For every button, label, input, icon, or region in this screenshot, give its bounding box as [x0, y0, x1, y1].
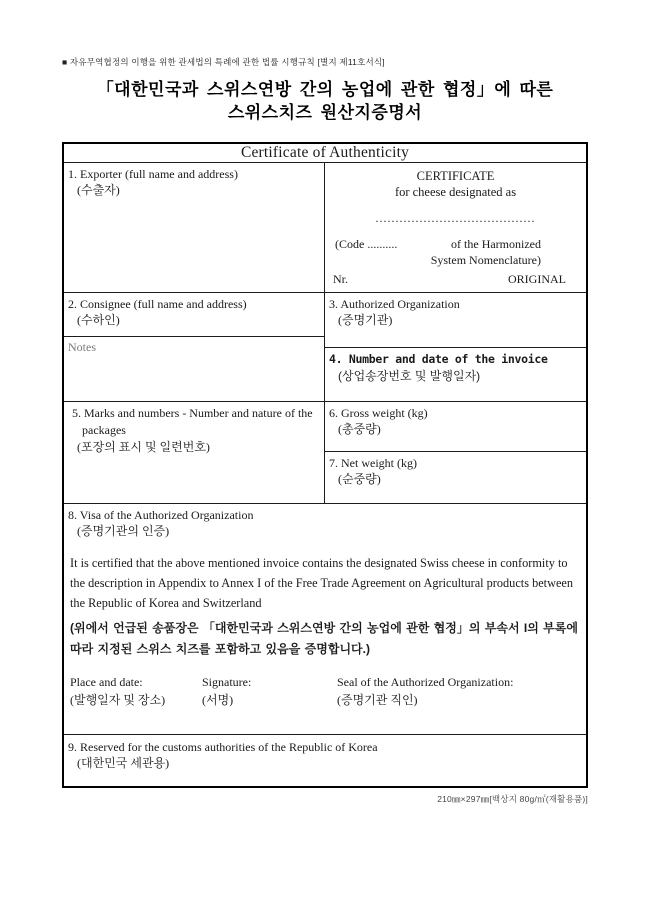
visa-label-ko: (증명기관의 인증)	[77, 524, 170, 538]
seal-block	[337, 674, 580, 709]
signature-block	[202, 674, 337, 709]
table-header-row	[64, 144, 586, 163]
customs-label-ko: (대한민국 세관용)	[77, 756, 170, 770]
customs-section	[64, 735, 586, 786]
marks-label-ko: (포장의 표시 및 일련번호)	[77, 440, 210, 454]
right-column	[325, 293, 586, 401]
hs-code-text2: System Nomenclature)	[430, 253, 541, 267]
invoice-label-en: 4. Number and date of the invoice	[329, 352, 548, 366]
hs-code-text1: of the Harmonized	[451, 237, 541, 251]
place-date-label-ko: (발행일자 및 장소)	[70, 693, 166, 707]
document-title-line2: 스위스치즈 원산지증명서	[227, 103, 423, 122]
visa-section	[64, 504, 586, 735]
nr-label: Nr.	[333, 272, 348, 286]
regulation-notice: ■ 자유무역협정의 이행을 위한 관세법의 특례에 관한 법률 시행규칙 [별지 제11호서식]	[62, 57, 385, 67]
exporter-label-en: 1. Exporter (full name and address)	[68, 167, 238, 181]
consignee-label-ko: (수하인)	[77, 313, 120, 327]
certificate-cell	[325, 163, 586, 292]
document-title-line1: 「대한민국과 스위스연방 간의 농업에 관한 협정」에 따른	[96, 80, 554, 99]
consignee-cell	[64, 293, 324, 337]
exporter-cell	[64, 163, 325, 292]
net-weight-label-en: 7. Net weight (kg)	[329, 456, 417, 470]
visa-statement-en: It is certified that the above mentioned invoice contains the designated Swiss cheese in conformity to the description in Appendix to Annex I of the Free Trade Agreement on Agricultural products between the Republic of Korea and Switzerland	[70, 556, 574, 610]
customs-label-en: 9. Reserved for the customs authorities of the Republic of Korea	[68, 740, 378, 754]
certificate-form-table	[62, 142, 588, 788]
row-marks-weights	[64, 402, 586, 504]
weights-column	[325, 402, 586, 503]
seal-label-en: Seal of the Authorized Organization:	[337, 675, 514, 689]
net-weight-label-ko: (순중량)	[338, 472, 381, 486]
authorized-org-label-en: 3. Authorized Organization	[329, 297, 460, 311]
seal-label-ko: (증명기관 직인)	[337, 693, 418, 707]
notes-cell	[64, 337, 324, 401]
gross-weight-label-en: 6. Gross weight (kg)	[329, 406, 428, 420]
document-title	[0, 78, 650, 124]
signature-label-ko: (서명)	[202, 693, 234, 707]
row-exporter-certificate	[64, 163, 586, 293]
consignee-label-en: 2. Consignee (full name and address)	[68, 297, 247, 311]
certificate-subheading: for cheese designated as	[394, 185, 517, 199]
signature-label-en: Signature:	[202, 675, 252, 689]
original-label: ORIGINAL	[508, 272, 566, 286]
authorized-org-label-ko: (증명기관)	[338, 313, 393, 327]
hs-code-block	[325, 236, 586, 268]
paper-spec-note: 210㎜×297㎜[백상지 80g/㎡(재활용품)]	[437, 794, 588, 804]
invoice-label-ko: (상업송장번호 및 발행일자)	[338, 369, 481, 383]
marks-cell	[64, 402, 325, 503]
certificate-dotted-line: ........................................	[375, 211, 536, 225]
left-column	[64, 293, 325, 401]
nr-original-row	[325, 272, 586, 289]
visa-label-en: 8. Visa of the Authorized Organization	[68, 508, 254, 522]
invoice-cell	[325, 348, 586, 401]
exporter-label-ko: (수출자)	[77, 183, 120, 197]
authorized-org-cell	[325, 293, 586, 348]
certificate-heading: CERTIFICATE	[416, 169, 495, 183]
gross-weight-label-ko: (총중량)	[338, 422, 381, 436]
table-header-title: Certificate of Authenticity	[240, 144, 410, 161]
hs-code-label: (Code ..........	[335, 237, 398, 251]
place-date-label-en: Place and date:	[70, 675, 143, 689]
notes-label: Notes	[68, 340, 96, 354]
row-consignee-org	[64, 293, 586, 402]
visa-statement-ko: (위에서 언급된 송품장은 「대한민국과 스위스연방 간의 농업에 관한 협정」의 부속서 I의 부록에 따라 지정된 스위스 치즈를 포함하고 있음을 증명합니다.)	[70, 621, 578, 656]
signature-row	[68, 674, 580, 709]
marks-label-en: 5. Marks and numbers - Number and nature of the packages	[72, 406, 313, 437]
place-date-block	[68, 674, 202, 709]
gross-weight-cell	[325, 402, 586, 452]
net-weight-cell	[325, 452, 586, 503]
